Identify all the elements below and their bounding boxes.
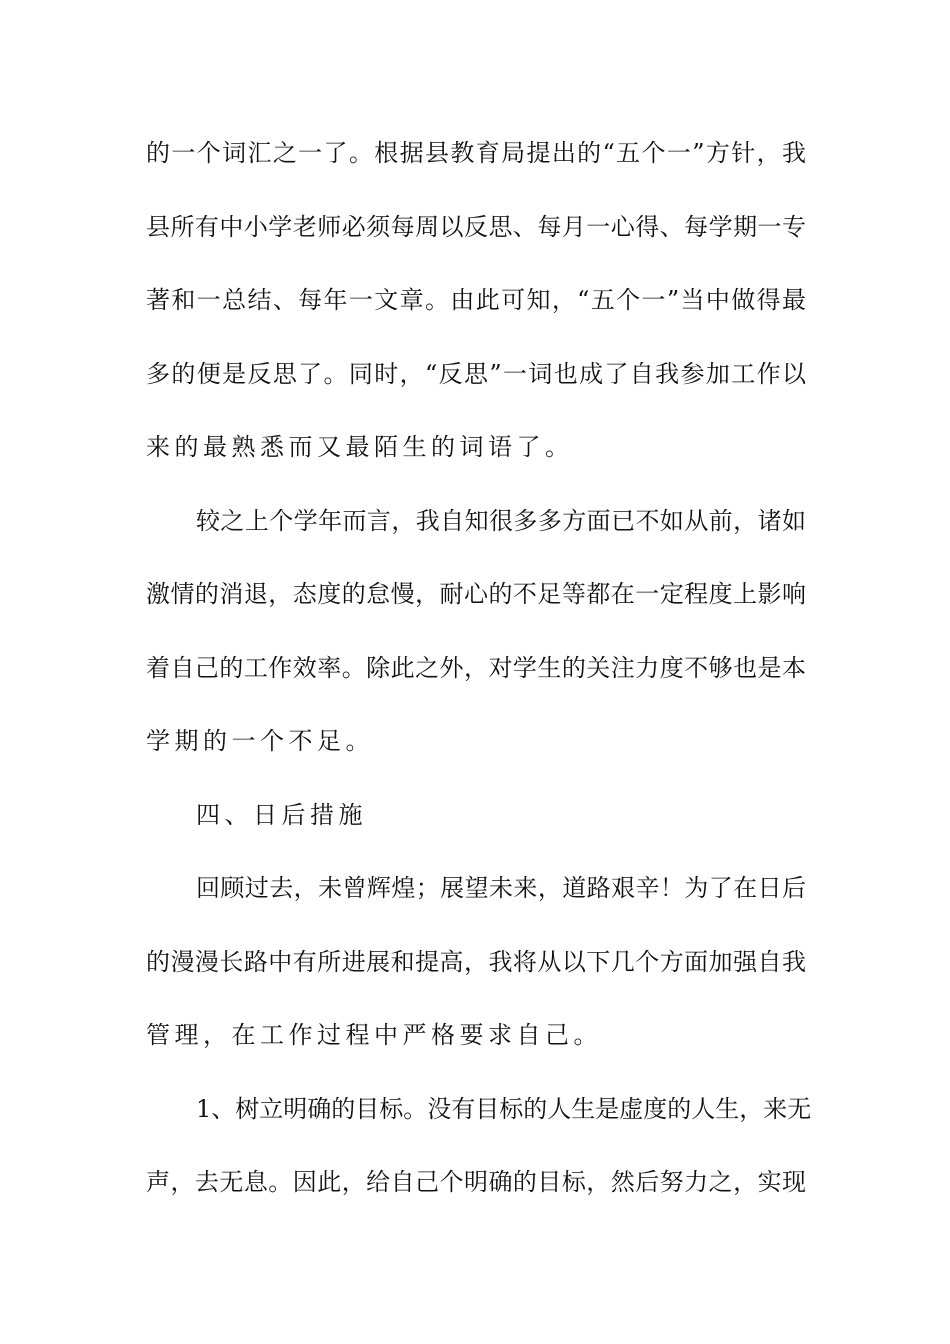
text-line: 1、树立明确的目标。没有目标的人生是虚度的人生，来无 [196,1094,812,1123]
text-line: 激情的消退，态度的怠慢，耐心的不足等都在一定程度上影响 [146,580,806,608]
section-heading: 四、日后措施 [196,800,367,829]
text-line: 声，去无息。因此，给自己个明确的目标，然后努力之，实现 [146,1168,806,1196]
text-line: 多的便是反思了。同时，“反思”一词也成了自我参加工作以 [146,359,806,388]
text-line: 的漫漫长路中有所进展和提高，我将从以下几个方面加强自我 [146,947,806,976]
text-line: 回顾过去，未曾辉煌；展望未来，道路艰辛！为了在日后 [196,874,806,902]
text-line: 县所有中小学老师必须每周以反思、每月一心得、每学期一专 [146,212,806,241]
text-line: 学期的一个不足。 [146,727,374,755]
document-body [146,117,812,1220]
text-line: 的一个词汇之一了。根据县教育局提出的“五个一”方针，我 [146,139,806,167]
text-line: 著和一总结、每年一文章。由此可知，“五个一”当中做得最 [146,286,806,314]
text-line: 着自己的工作效率。除此之外，对学生的关注力度不够也是本 [146,653,806,682]
text-line: 较之上个学年而言，我自知很多多方面已不如从前，诸如 [196,506,806,535]
text-line: 来的最熟悉而又最陌生的词语了。 [146,433,574,461]
text-line: 管理，在工作过程中严格要求自己。 [146,1021,602,1049]
